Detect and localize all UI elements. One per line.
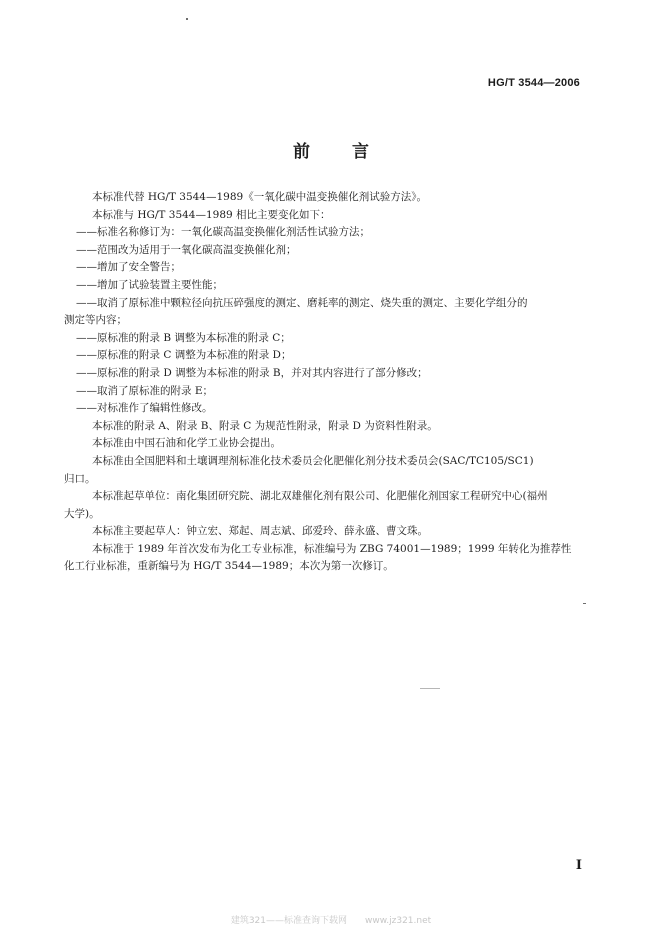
change-item-removed-tests-cont: 测定等内容；: [64, 314, 127, 327]
scan-speck: [583, 603, 586, 604]
paragraph-history: 本标准于 1989 年首次发布为化工专业标准，标准编号为 ZBG 74001—1989；1999 年转化为推荐性: [92, 542, 572, 555]
page-title: 前 言: [293, 142, 387, 162]
scan-speck: [186, 18, 188, 20]
standard-code: HG/T 3544—2006: [487, 77, 580, 89]
change-item-safety: ——增加了安全警告；: [76, 261, 181, 274]
change-item-annex-e: ——取消了原标准的附录 E；: [76, 384, 214, 397]
scan-speck: [420, 688, 440, 689]
paragraph-history-cont: 化工行业标准，重新编号为 HG/T 3544—1989；本次为第一次修订。: [64, 560, 394, 573]
paragraph-annexes: 本标准的附录 A、附录 B、附录 C 为规范性附录，附录 D 为资料性附录。: [92, 419, 438, 432]
change-item-annex-b: ——原标准的附录 B 调整为本标准的附录 C；: [76, 331, 291, 344]
change-item-removed-tests: ——取消了原标准中颗粒径向抗压碎强度的测定、磨耗率的测定、烧失重的测定、主要化学组分的: [76, 296, 528, 309]
change-item-apparatus: ——增加了试验装置主要性能；: [76, 278, 223, 291]
watermark-text: 建筑321——标准查询下载网 www.jz321.net: [230, 916, 432, 926]
paragraph-replaces-standard: 本标准代替 HG/T 3544—1989《一氧化碳中温变换催化剂试验方法》。: [92, 191, 427, 203]
change-item-scope: ——范围改为适用于一氧化碳高温变换催化剂；: [76, 243, 297, 256]
paragraph-under-jurisdiction: 本标准由全国肥料和土壤调理剂标准化技术委员会化肥催化剂分技术委员会(SAC/TC105/SC1): [92, 454, 534, 467]
change-item-title: ——标准名称修订为：一氧化碳高温变换催化剂活性试验方法；: [76, 226, 370, 239]
change-item-annex-d: ——原标准的附录 D 调整为本标准的附录 B，并对其内容进行了部分修改；: [76, 366, 428, 379]
paragraph-drafters: 本标准主要起草人：钟立宏、郑起、周志斌、邱爱玲、薛永盛、曹文珠。: [92, 525, 428, 538]
change-item-editorial: ——对标准作了编辑性修改。: [76, 402, 213, 415]
paragraph-changes-intro: 本标准与 HG/T 3544—1989 相比主要变化如下：: [92, 208, 331, 221]
foreword-body: [64, 189, 592, 576]
change-item-annex-c: ——原标准的附录 C 调整为本标准的附录 D；: [76, 349, 292, 362]
paragraph-under-jurisdiction-cont: 归口。: [64, 472, 96, 485]
page-number: I: [575, 858, 582, 873]
paragraph-drafting-units: 本标准起草单位：南化集团研究院、湖北双雄催化剂有限公司、化肥催化剂国家工程研究中心(福州: [92, 490, 548, 503]
paragraph-drafting-units-cont: 大学)。: [64, 507, 100, 520]
paragraph-proposed-by: 本标准由中国石油和化学工业协会提出。: [92, 437, 281, 450]
